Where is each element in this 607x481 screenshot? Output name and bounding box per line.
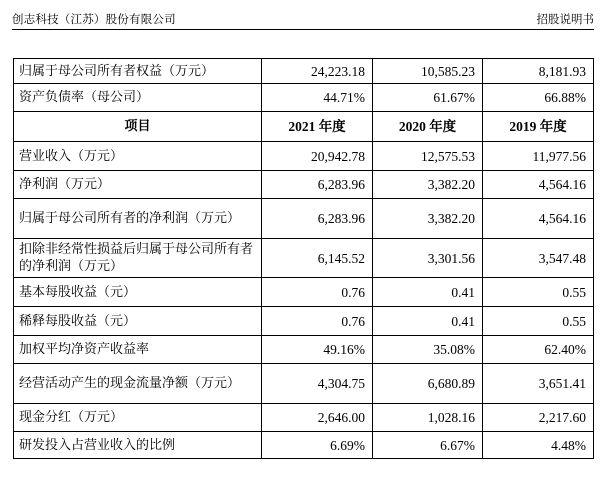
- cell-2019: 11,977.56: [483, 142, 594, 171]
- cell-2020: 3,382.20: [373, 171, 483, 199]
- cell-2021: 0.76: [262, 278, 373, 307]
- table-row: [14, 336, 594, 364]
- company-name: 创志科技（江苏）股份有限公司: [12, 12, 176, 26]
- table-header-row: [14, 112, 594, 142]
- table-row: [14, 278, 594, 307]
- table-row: [14, 239, 594, 278]
- table-row: [14, 142, 594, 171]
- cell-2021: 0.76: [262, 307, 373, 336]
- table-row: [14, 364, 594, 404]
- row-label: 加权平均净资产收益率: [14, 336, 262, 364]
- row-label: 现金分红（万元）: [14, 404, 262, 432]
- row-label: 营业收入（万元）: [14, 142, 262, 171]
- row-label: 稀释每股收益（元）: [14, 307, 262, 336]
- column-header-2021: 2021 年度: [262, 112, 373, 142]
- cell-2020: 3,301.56: [373, 239, 483, 278]
- cell-2021: 4,304.75: [262, 364, 373, 404]
- row-label: 基本每股收益（元）: [14, 278, 262, 307]
- cell-2019: 3,547.48: [483, 239, 594, 278]
- cell-2019: 8,181.93: [483, 59, 594, 84]
- cell-2019: 0.55: [483, 278, 594, 307]
- cell-2020: 6,680.89: [373, 364, 483, 404]
- cell-2020: 61.67%: [373, 84, 483, 112]
- cell-2021: 6.69%: [262, 432, 373, 459]
- cell-2020: 0.41: [373, 278, 483, 307]
- table-row: [14, 404, 594, 432]
- page-header: [12, 6, 594, 30]
- cell-2021: 6,283.96: [262, 171, 373, 199]
- column-header-item: 项目: [14, 112, 262, 142]
- row-label: 净利润（万元）: [14, 171, 262, 199]
- column-header-2019: 2019 年度: [483, 112, 594, 142]
- cell-2019: 0.55: [483, 307, 594, 336]
- cell-2021: 24,223.18: [262, 59, 373, 84]
- cell-2020: 6.67%: [373, 432, 483, 459]
- document-type: 招股说明书: [536, 12, 594, 26]
- column-header-2020: 2020 年度: [373, 112, 483, 142]
- cell-2019: 3,651.41: [483, 364, 594, 404]
- cell-2021: 44.71%: [262, 84, 373, 112]
- cell-2021: 6,145.52: [262, 239, 373, 278]
- table-row: [14, 307, 594, 336]
- row-label: 研发投入占营业收入的比例: [14, 432, 262, 459]
- cell-2020: 35.08%: [373, 336, 483, 364]
- table-row: [14, 199, 594, 239]
- table-row: [14, 59, 594, 84]
- cell-2020: 0.41: [373, 307, 483, 336]
- cell-2019: 62.40%: [483, 336, 594, 364]
- row-label: 扣除非经常性损益后归属于母公司所有者的净利润（万元）: [14, 239, 262, 278]
- cell-2020: 1,028.16: [373, 404, 483, 432]
- cell-2019: 4,564.16: [483, 199, 594, 239]
- cell-2021: 49.16%: [262, 336, 373, 364]
- cell-2021: 2,646.00: [262, 404, 373, 432]
- row-label: 归属于母公司所有者权益（万元）: [14, 59, 262, 84]
- table-row: [14, 432, 594, 459]
- cell-2021: 6,283.96: [262, 199, 373, 239]
- cell-2020: 12,575.53: [373, 142, 483, 171]
- table-row: [14, 171, 594, 199]
- row-label: 资产负债率（母公司）: [14, 84, 262, 112]
- cell-2019: 4,564.16: [483, 171, 594, 199]
- financial-table: [13, 58, 594, 459]
- cell-2020: 3,382.20: [373, 199, 483, 239]
- table-row: [14, 84, 594, 112]
- row-label: 经营活动产生的现金流量净额（万元）: [14, 364, 262, 404]
- cell-2019: 2,217.60: [483, 404, 594, 432]
- cell-2020: 10,585.23: [373, 59, 483, 84]
- cell-2019: 4.48%: [483, 432, 594, 459]
- cell-2019: 66.88%: [483, 84, 594, 112]
- row-label: 归属于母公司所有者的净利润（万元）: [14, 199, 262, 239]
- cell-2021: 20,942.78: [262, 142, 373, 171]
